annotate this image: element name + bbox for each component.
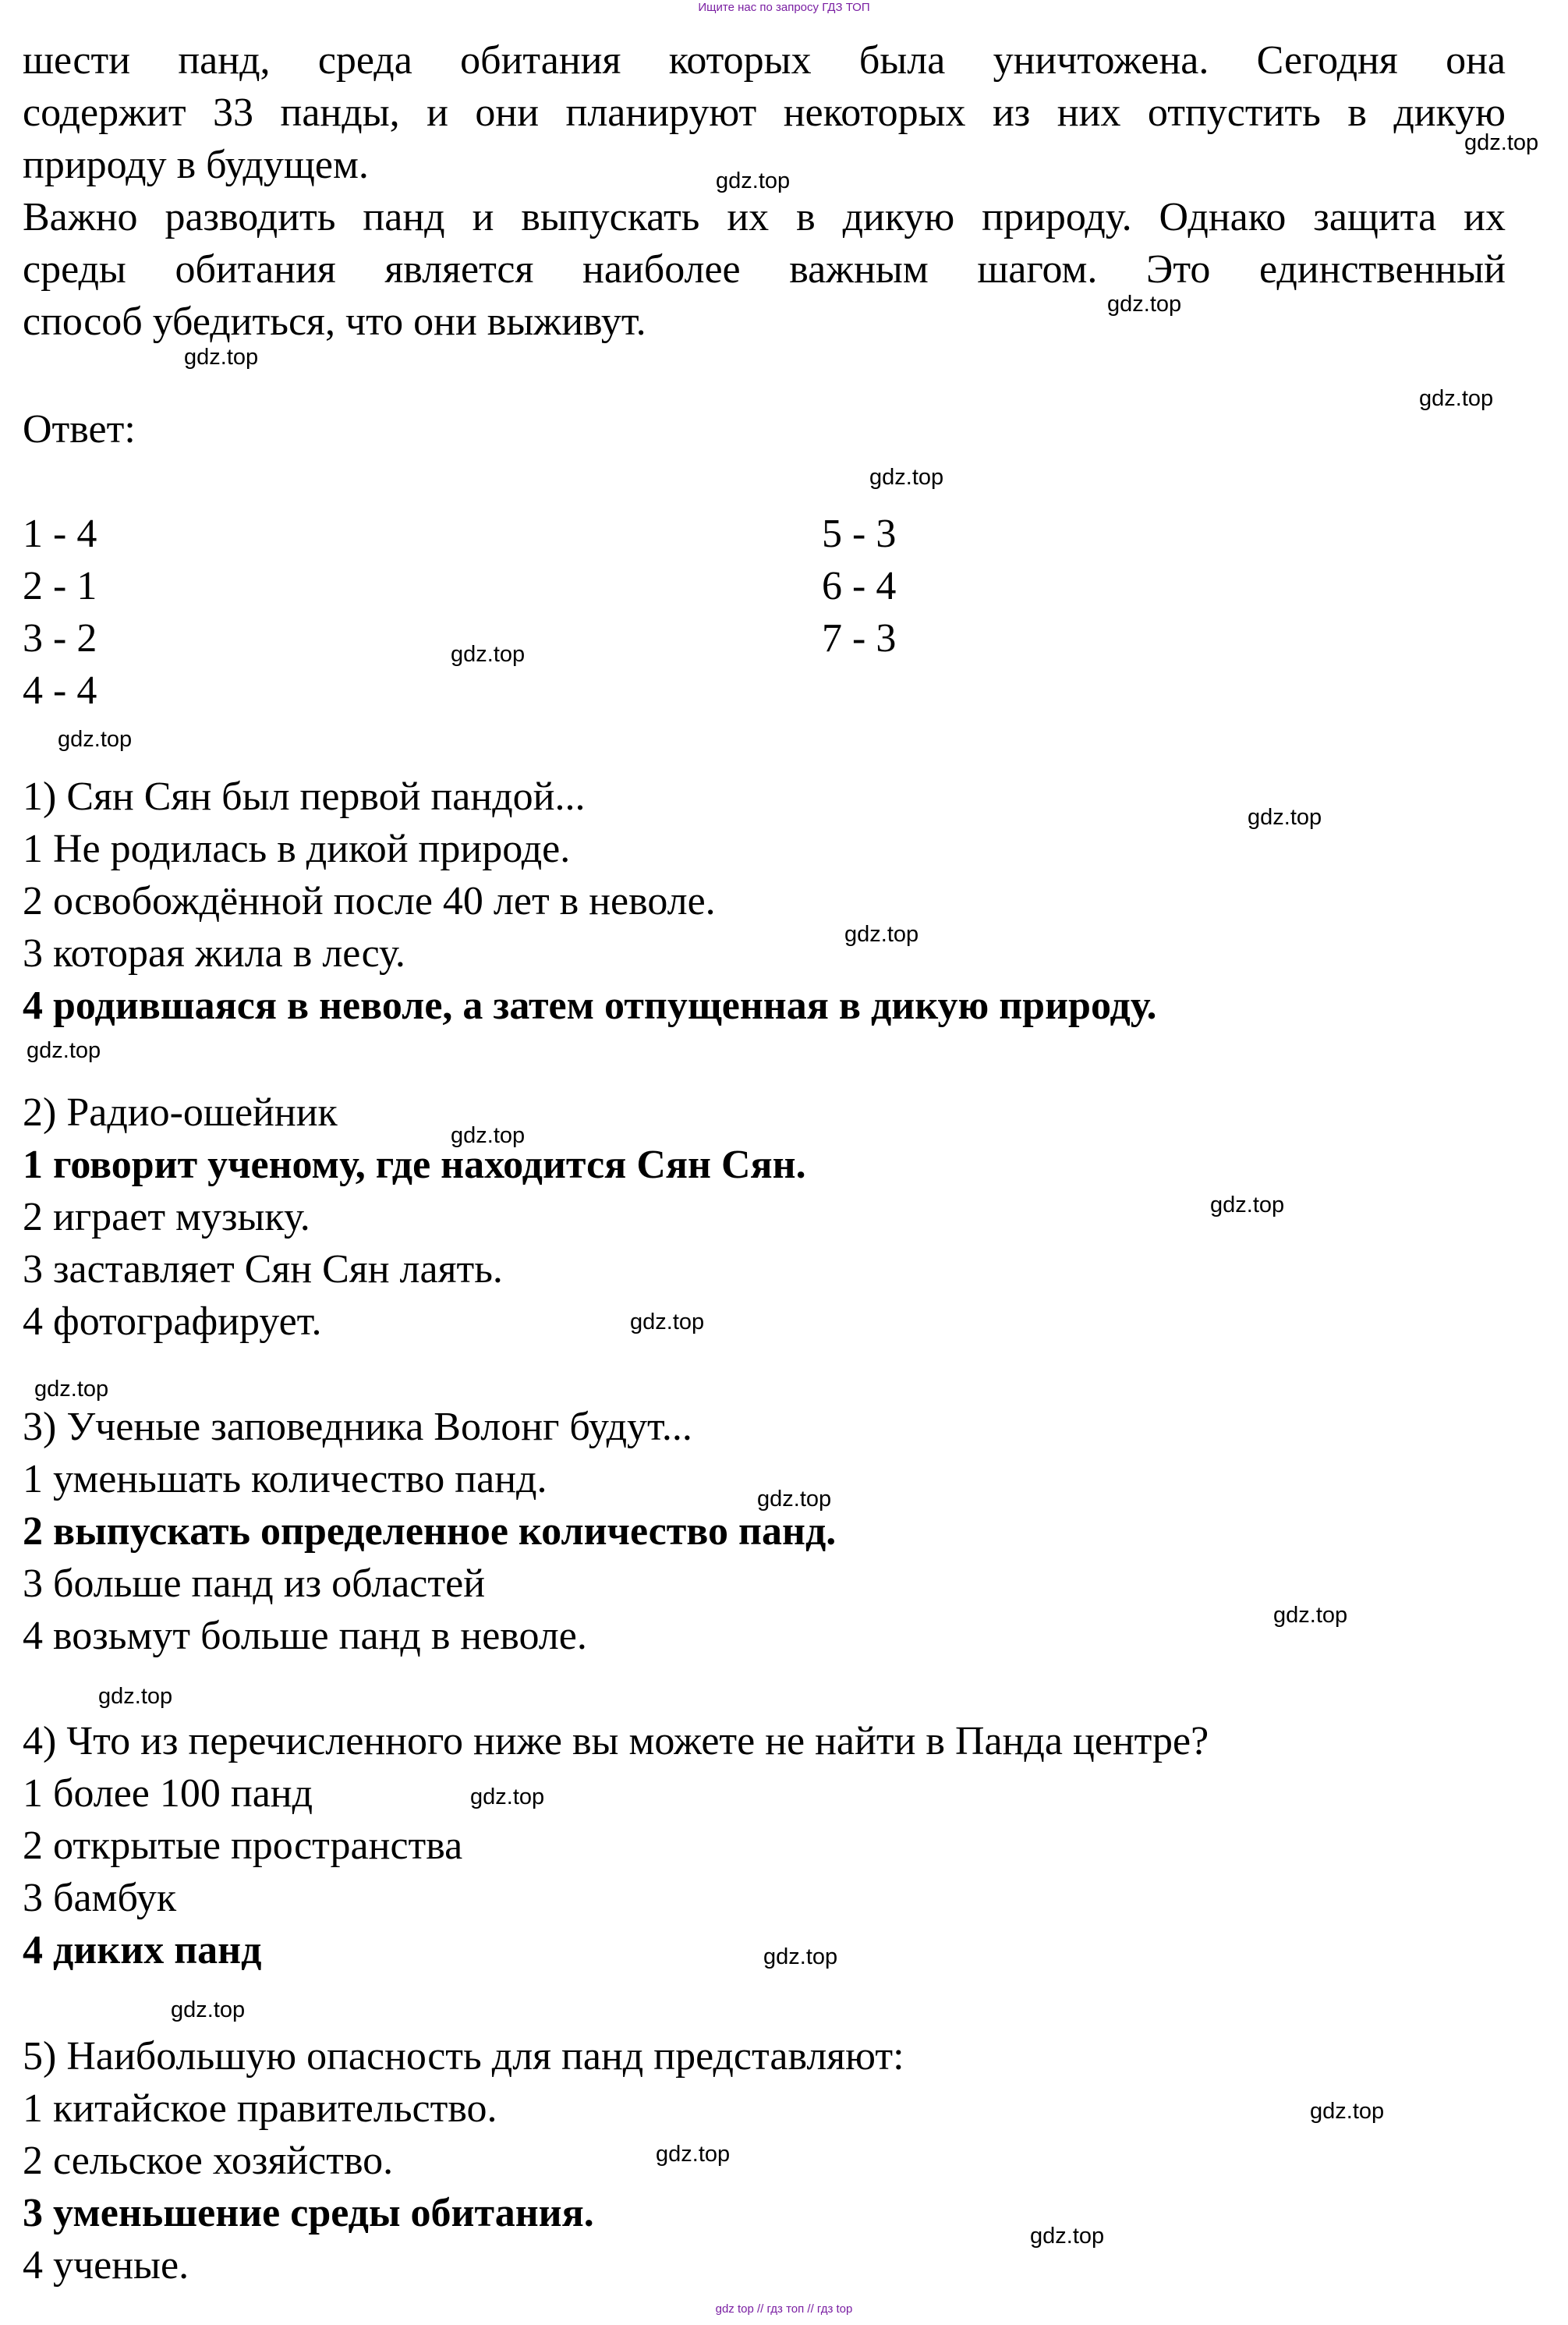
question-option: 4 фотографирует.: [23, 1299, 322, 1344]
question-option: 3 бамбук: [23, 1876, 177, 1920]
answer-key-item: 1 - 4: [23, 512, 97, 556]
question-heading: 4) Что из перечисленного ниже вы можете не найти в Панда центре?: [23, 1719, 1209, 1763]
watermark: gdz.top: [630, 1310, 705, 1334]
answer-key-item: 6 - 4: [822, 564, 897, 608]
question-option: 3 которая жила в лесу.: [23, 931, 405, 976]
header-search-note: Ищите нас по запросу ГДЗ ТОП: [698, 1, 870, 14]
watermark: gdz.top: [451, 1123, 526, 1148]
question-heading: 1) Сян Сян был первой пандой...: [23, 774, 586, 819]
question-option: 2 освобождённой после 40 лет в неволе.: [23, 879, 716, 923]
watermark: gdz.top: [171, 1997, 246, 2022]
question-option: 2 открытые пространства: [23, 1823, 463, 1868]
watermark: gdz.top: [656, 2142, 731, 2167]
watermark: gdz.top: [763, 1944, 838, 1969]
question-option-correct: 2 выпускать определенное количество панд.: [23, 1509, 837, 1554]
watermark: gdz.top: [869, 465, 944, 490]
question-option: 2 играет музыку.: [23, 1195, 310, 1239]
watermark: gdz.top: [757, 1487, 832, 1512]
question-option: 1 более 100 панд: [23, 1771, 313, 1816]
answer-key-item: 5 - 3: [822, 512, 897, 556]
watermark: gdz.top: [27, 1038, 101, 1063]
watermark: gdz.top: [1107, 292, 1182, 317]
answer-label: Ответ:: [23, 407, 136, 452]
question-heading: 2) Радио-ошейник: [23, 1090, 338, 1135]
watermark: gdz.top: [451, 642, 526, 667]
question-heading: 3) Ученые заповедника Волонг будут...: [23, 1405, 692, 1449]
question-option: 1 китайское правительство.: [23, 2086, 497, 2131]
watermark: gdz.top: [98, 1684, 173, 1709]
question-option: 2 сельское хозяйство.: [23, 2139, 394, 2183]
watermark: gdz.top: [1273, 1603, 1348, 1628]
answer-key-item: 2 - 1: [23, 564, 97, 608]
passage-line: природу в будущем.: [23, 143, 369, 187]
answer-key-item: 7 - 3: [822, 616, 897, 661]
question-option: 1 Не родилась в дикой природе.: [23, 827, 571, 871]
watermark: gdz.top: [184, 345, 259, 370]
question-option-correct: 4 родившаяся в неволе, а затем отпущенная в дикую природу.: [23, 984, 1157, 1028]
answer-key-item: 3 - 2: [23, 616, 97, 661]
watermark: gdz.top: [716, 168, 791, 193]
question-option: 3 заставляет Сян Сян лаять.: [23, 1247, 503, 1292]
passage-line: Важно разводить панд и выпускать их в дикую природу. Однако защита их: [23, 195, 1506, 239]
watermark: gdz.top: [1419, 386, 1494, 411]
footer-note: gdz top // гдз топ // гдз top: [715, 2302, 853, 2316]
watermark: gdz.top: [844, 922, 919, 947]
watermark: gdz.top: [1210, 1193, 1285, 1217]
question-option: 4 возьмут больше панд в неволе.: [23, 1614, 587, 1658]
watermark: gdz.top: [1030, 2224, 1105, 2249]
question-option: 3 больше панд из областей: [23, 1561, 486, 1606]
watermark: gdz.top: [1310, 2099, 1385, 2124]
passage-line: шести панд, среда обитания которых была уничтожена. Сегодня она: [23, 38, 1506, 83]
question-option-correct: 1 говорит ученому, где находится Сян Сян.: [23, 1143, 806, 1187]
question-option-correct: 3 уменьшение среды обитания.: [23, 2191, 594, 2235]
question-option: 4 ученые.: [23, 2243, 189, 2288]
answer-key-item: 4 - 4: [23, 668, 97, 713]
passage-line: способ убедиться, что они выживут.: [23, 299, 646, 344]
watermark: gdz.top: [470, 1785, 545, 1809]
watermark: gdz.top: [1248, 805, 1322, 830]
passage-paragraph-2: [23, 191, 1506, 348]
watermark: gdz.top: [58, 727, 133, 752]
watermark: gdz.top: [1464, 130, 1539, 155]
passage-line: среды обитания является наиболее важным шагом. Это единственный: [23, 247, 1506, 292]
watermark: gdz.top: [34, 1377, 109, 1402]
question-heading: 5) Наибольшую опасность для панд представляют:: [23, 2034, 904, 2079]
question-option-correct: 4 диких панд: [23, 1928, 262, 1972]
passage-line: содержит 33 панды, и они планируют некоторых из них отпустить в дикую: [23, 90, 1506, 135]
question-option: 1 уменьшать количество панд.: [23, 1457, 547, 1501]
